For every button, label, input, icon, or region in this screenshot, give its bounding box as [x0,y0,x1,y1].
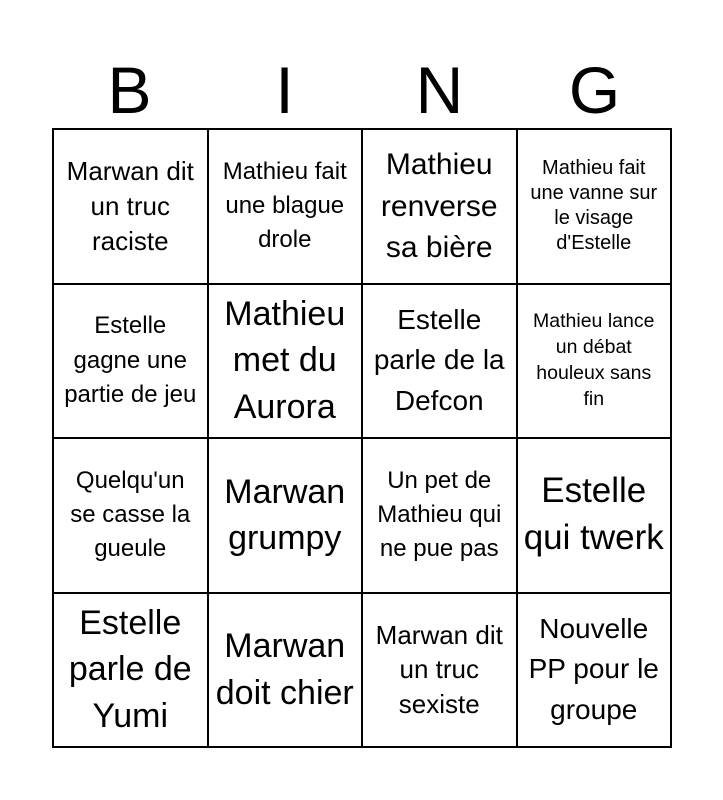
bingo-cell[interactable]: Nouvelle PP pour le groupe [518,594,673,749]
bingo-cell[interactable]: Mathieu fait une vanne sur le visage d'Estelle [518,130,673,285]
bingo-cell[interactable]: Estelle gagne une partie de jeu [54,285,209,440]
header-letter-i: I [275,53,294,127]
bingo-cell[interactable]: Marwan dit un truc sexiste [363,594,518,749]
bingo-cell[interactable]: Estelle parle de la Defcon [363,285,518,440]
bingo-cell[interactable]: Mathieu fait une blague drole [209,130,364,285]
header-letter-n: N [415,53,464,127]
bingo-cell[interactable]: Quelqu'un se casse la gueule [54,439,209,594]
bingo-cell[interactable]: Marwan grumpy [209,439,364,594]
header-letter-b: B [107,53,152,127]
bingo-cell[interactable]: Marwan dit un truc raciste [54,130,209,285]
bingo-cell[interactable]: Estelle parle de Yumi [54,594,209,749]
bingo-cell[interactable]: Un pet de Mathieu qui ne pue pas [363,439,518,594]
bingo-cell[interactable]: Mathieu renverse sa bière [363,130,518,285]
bingo-cell[interactable]: Marwan doit chier [209,594,364,749]
bingo-cell[interactable]: Mathieu lance un débat houleux sans fin [518,285,673,440]
header-letter-g: G [568,53,621,127]
bingo-cell[interactable]: Mathieu met du Aurora [209,285,364,440]
bingo-cell[interactable]: Estelle qui twerk [518,439,673,594]
bingo-header [52,52,672,128]
bingo-grid [52,128,672,748]
